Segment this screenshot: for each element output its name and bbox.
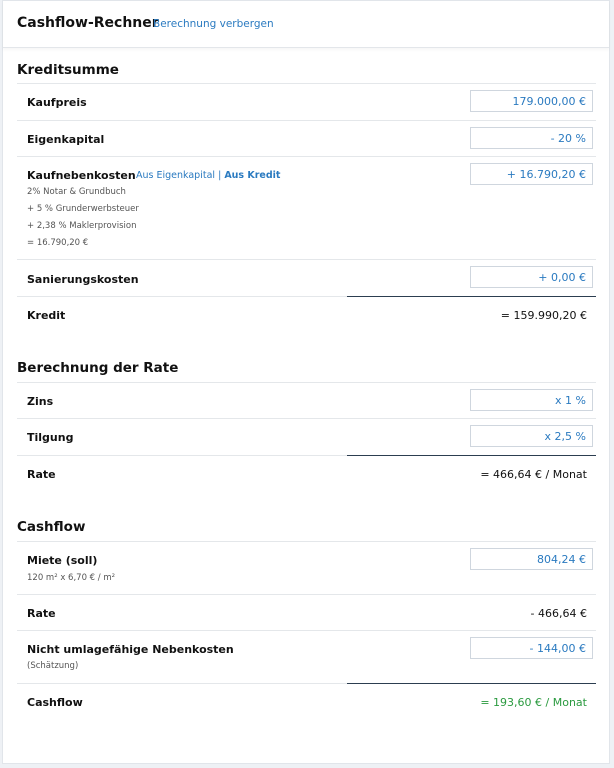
link-separator: | [218, 170, 222, 181]
tilgung-input[interactable] [470, 425, 593, 447]
nebenkosten-detail: (Schätzung) [27, 661, 79, 671]
nebenkosten-label: Nicht umlagefähige Nebenkosten [27, 643, 234, 656]
row-nebenkosten [17, 630, 596, 683]
section-title-cashflow: Cashflow [17, 519, 86, 535]
cashflow-rate-value: - 466,64 € [530, 607, 587, 620]
aus-eigenkapital-link[interactable]: Aus Eigenkapital [136, 170, 216, 181]
row-eigenkapital [17, 120, 596, 156]
calculator-header [3, 1, 609, 48]
rate-label: Rate [27, 468, 56, 481]
sanierungskosten-input[interactable] [470, 266, 593, 288]
miete-label: Miete (soll) [27, 554, 98, 567]
row-cashflow-total [17, 683, 596, 721]
zins-label: Zins [27, 395, 54, 408]
row-tilgung [17, 418, 596, 455]
page-title: Cashflow-Rechner [17, 15, 159, 31]
sum-divider [347, 683, 596, 684]
sum-divider [347, 455, 596, 456]
section-title-rate: Berechnung der Rate [17, 360, 179, 376]
financing-source-links [136, 170, 280, 181]
hide-calculation-link[interactable]: Berechnung verbergen [153, 18, 274, 30]
sum-divider [347, 296, 596, 297]
kaufpreis-input[interactable] [470, 90, 593, 112]
row-cashflow-rate [17, 594, 596, 630]
kaufpreis-label: Kaufpreis [27, 96, 87, 109]
eigenkapital-label: Eigenkapital [27, 133, 105, 146]
cashflow-rate-label: Rate [27, 607, 56, 620]
kredit-value: = 159.990,20 € [500, 309, 587, 322]
kaufnebenkosten-label: Kaufnebenkosten [27, 169, 136, 182]
aus-kredit-link[interactable]: Aus Kredit [224, 170, 281, 181]
detail-summe: = 16.790,20 € [27, 238, 89, 248]
calculator-card [2, 0, 610, 764]
row-kaufnebenkosten [17, 156, 596, 259]
kredit-label: Kredit [27, 309, 66, 322]
row-kredit [17, 296, 596, 333]
miete-detail: 120 m² x 6,70 € / m² [27, 573, 116, 583]
section-title-kreditsumme: Kreditsumme [17, 62, 119, 78]
row-kaufpreis [17, 83, 596, 120]
nebenkosten-input[interactable] [470, 637, 593, 659]
detail-notar: 2% Notar & Grundbuch [27, 187, 126, 197]
miete-input[interactable] [470, 548, 593, 570]
row-sanierungskosten [17, 259, 596, 296]
row-miete [17, 541, 596, 594]
cashflow-label: Cashflow [27, 696, 83, 709]
kaufnebenkosten-input[interactable] [470, 163, 593, 185]
zins-input[interactable] [470, 389, 593, 411]
cashflow-value: = 193,60 € / Monat [480, 696, 587, 709]
detail-maklerprovision: + 2,38 % Maklerprovision [27, 221, 137, 231]
sanierungskosten-label: Sanierungskosten [27, 273, 139, 286]
detail-grunderwerbsteuer: + 5 % Grunderwerbsteuer [27, 204, 139, 214]
eigenkapital-input[interactable] [470, 127, 593, 149]
row-zins [17, 382, 596, 418]
row-rate [17, 455, 596, 492]
tilgung-label: Tilgung [27, 431, 74, 444]
rate-value: = 466,64 € / Monat [480, 468, 587, 481]
